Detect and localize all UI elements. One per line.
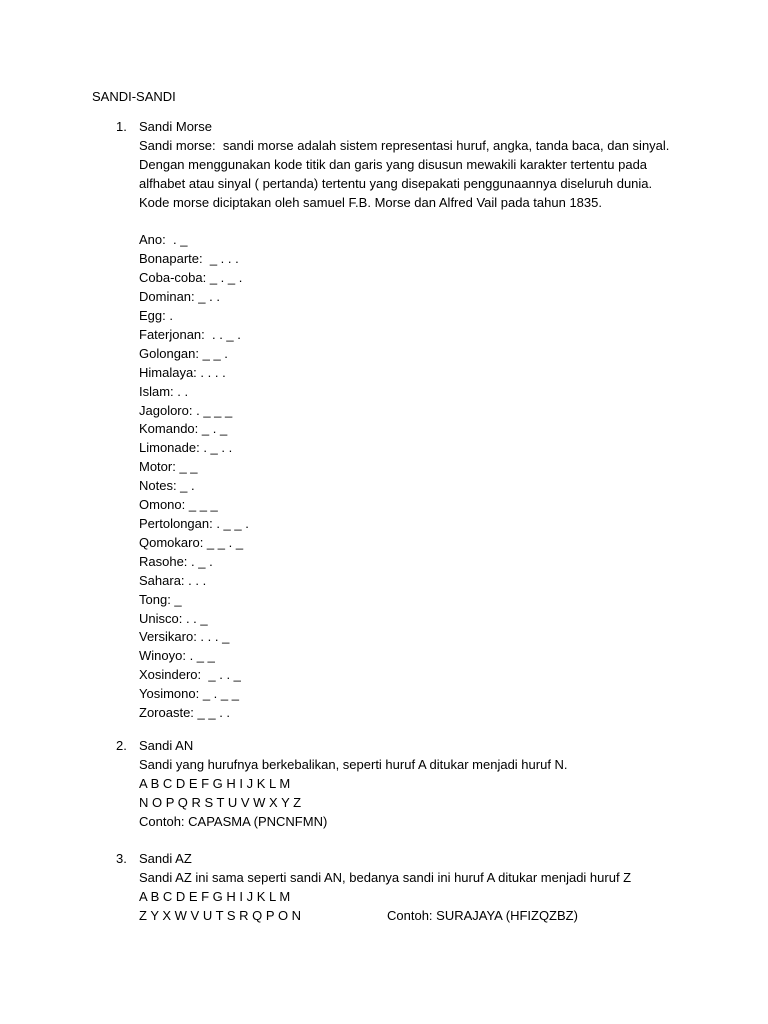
morse-code-item: Coba-coba: _ . _ . — [139, 270, 243, 286]
morse-code-item: Notes: _ . — [139, 478, 195, 494]
morse-code-item: Egg: . — [139, 308, 173, 324]
alphabet-line: N O P Q R S T U V W X Y Z — [139, 794, 302, 810]
morse-code-item: Unisco: . . _ — [139, 610, 208, 626]
morse-code-item: Faterjonan: . . _ . — [139, 326, 241, 342]
morse-code-item: Yosimono: _ . _ _ — [139, 686, 239, 702]
section-body — [139, 850, 699, 926]
description-line: Sandi AZ ini sama seperti sandi AN, bedanya sandi ini huruf A ditukar menjadi huruf Z — [139, 869, 632, 885]
morse-code-item: Himalaya: . . . . — [139, 364, 226, 380]
section-heading: Sandi AZ — [139, 851, 192, 866]
paragraph-line: Sandi morse: sandi morse adalah sistem representasi huruf, angka, tanda baca, dan sinyal. — [139, 137, 670, 153]
morse-code-item: Omono: _ _ _ — [139, 497, 218, 513]
section-number: 2. — [116, 738, 127, 753]
alphabet-line: Z Y X W V U T S R Q P O N — [139, 907, 302, 923]
morse-code-item: Motor: _ _ — [139, 459, 198, 475]
alphabet-line: A B C D E F G H I J K L M — [139, 888, 291, 904]
section-heading: Sandi Morse — [139, 119, 212, 134]
morse-code-item: Xosindero: _ . . _ — [139, 667, 241, 683]
paragraph-line: alfhabet atau sinyal ( pertanda) tertentu yang disepakati penggunaannya diseluruh dunia. — [139, 175, 653, 191]
morse-code-list — [139, 231, 699, 723]
section-heading: Sandi AN — [139, 738, 194, 753]
page-title: SANDI-SANDI — [92, 89, 176, 104]
morse-code-item: Ano: . _ — [139, 232, 188, 248]
paragraph-line: Dengan menggunakan kode titik dan garis yang disusun mewakili karakter tertentu pada — [139, 156, 648, 172]
section-paragraph — [139, 137, 699, 213]
morse-code-item: Pertolongan: . _ _ . — [139, 516, 249, 532]
morse-code-item: Golongan: _ _ . — [139, 345, 228, 361]
morse-code-item: Islam: . . — [139, 383, 189, 399]
morse-code-item: Winoyo: . _ _ — [139, 648, 215, 664]
example-line: Contoh: CAPASMA (PNCNFMN) — [139, 813, 328, 829]
morse-code-item: Dominan: _ . . — [139, 289, 220, 305]
example-line: Contoh: SURAJAYA (HFIZQZBZ) — [387, 907, 578, 923]
morse-code-item: Bonaparte: _ . . . — [139, 251, 239, 267]
alphabet-line: A B C D E F G H I J K L M — [139, 775, 291, 791]
section-number: 1. — [116, 119, 127, 134]
morse-code-item: Qomokaro: _ _ . _ — [139, 534, 244, 550]
morse-code-item: Sahara: . . . — [139, 572, 207, 588]
morse-code-item: Rasohe: . _ . — [139, 553, 213, 569]
morse-code-item: Jagoloro: . _ _ _ — [139, 402, 233, 418]
morse-code-item: Zoroaste: _ _ . . — [139, 705, 231, 721]
paragraph-line: Kode morse diciptakan oleh samuel F.B. Morse dan Alfred Vail pada tahun 1835. — [139, 194, 602, 210]
description-line: Sandi yang hurufnya berkebalikan, seperti huruf A ditukar menjadi huruf N. — [139, 756, 568, 772]
section-body — [139, 737, 699, 832]
morse-code-item: Versikaro: . . . _ — [139, 629, 230, 645]
morse-code-item: Tong: _ — [139, 591, 182, 607]
alphabet-example-row — [139, 907, 699, 926]
morse-code-item: Limonade: . _ . . — [139, 440, 233, 456]
morse-code-item: Komando: _ . _ — [139, 421, 228, 437]
section-body — [139, 118, 699, 723]
section-number: 3. — [116, 851, 127, 866]
